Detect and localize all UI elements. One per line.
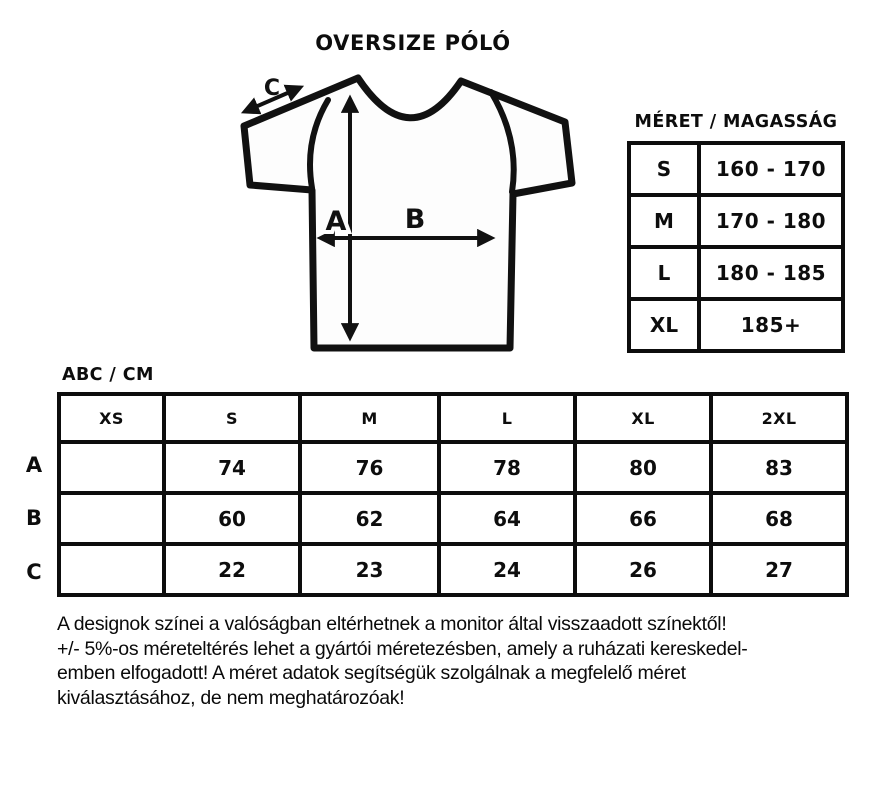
measurement-cell [59,442,164,493]
disclaimer-line: kiválasztásához, de nem meghatározóak! [57,686,405,709]
size-table-title: ABC / CM [62,365,154,385]
height-table [627,141,845,353]
measure-a-label: A [325,206,347,237]
size-table-row-b [59,493,847,544]
height-table-row [629,247,843,299]
measurement-cell: 27 [711,544,847,595]
size-column-header: S [164,394,300,442]
size-table-row-label-b: B [25,506,42,530]
height-range-cell: 180 - 185 [699,247,843,299]
measurement-cell: 76 [300,442,439,493]
page-title: OVERSIZE PÓLÓ [315,31,511,55]
measurement-cell: 83 [711,442,847,493]
size-column-header: M [300,394,439,442]
measurement-cell: 66 [575,493,711,544]
size-column-header: L [439,394,575,442]
height-size-cell: S [629,143,699,195]
height-table-title: MÉRET / MAGASSÁG [634,112,838,132]
height-table-row [629,195,843,247]
disclaimer-line: A designok színei a valóságban eltérhetnek a monitor által visszaadott színektől! [57,613,727,635]
size-column-header: 2XL [711,394,847,442]
size-table-row-c [59,544,847,595]
size-table [57,392,849,597]
measurement-cell: 23 [300,544,439,595]
measurement-cell: 22 [164,544,300,595]
size-table-header-row [59,394,847,442]
size-table-row-a [59,442,847,493]
disclaimer-line: emben elfogadott! A méret adatok segítségük szolgálnak a megfelelő méret [57,662,686,684]
measurement-cell: 64 [439,493,575,544]
height-size-cell: M [629,195,699,247]
measurement-cell [59,544,164,595]
height-range-cell: 160 - 170 [699,143,843,195]
disclaimer-line: +/- 5%-os méreteltérés lehet a gyártói méretezésben, amely a ruházati kereskedel- [57,637,748,660]
height-table-row [629,143,843,195]
height-size-cell: XL [629,299,699,351]
size-table-row-label-c: C [26,560,42,584]
measure-c-label: C [263,76,281,101]
height-range-cell: 170 - 180 [699,195,843,247]
measure-b-label: B [404,204,426,235]
height-size-cell: L [629,247,699,299]
measurement-cell: 68 [711,493,847,544]
measurement-cell: 74 [164,442,300,493]
measurement-cell: 62 [300,493,439,544]
measurement-cell [59,493,164,544]
measurement-cell: 80 [575,442,711,493]
size-column-header: XL [575,394,711,442]
height-range-cell: 185+ [699,299,843,351]
height-table-row [629,299,843,351]
measurement-cell: 78 [439,442,575,493]
size-table-row-label-a: A [25,453,43,477]
measurement-cell: 26 [575,544,711,595]
disclaimer-text [57,612,847,710]
measurement-cell: 24 [439,544,575,595]
measurement-cell: 60 [164,493,300,544]
tshirt-illustration [228,70,590,370]
size-column-header: XS [59,394,164,442]
tshirt-diagram [228,70,590,370]
